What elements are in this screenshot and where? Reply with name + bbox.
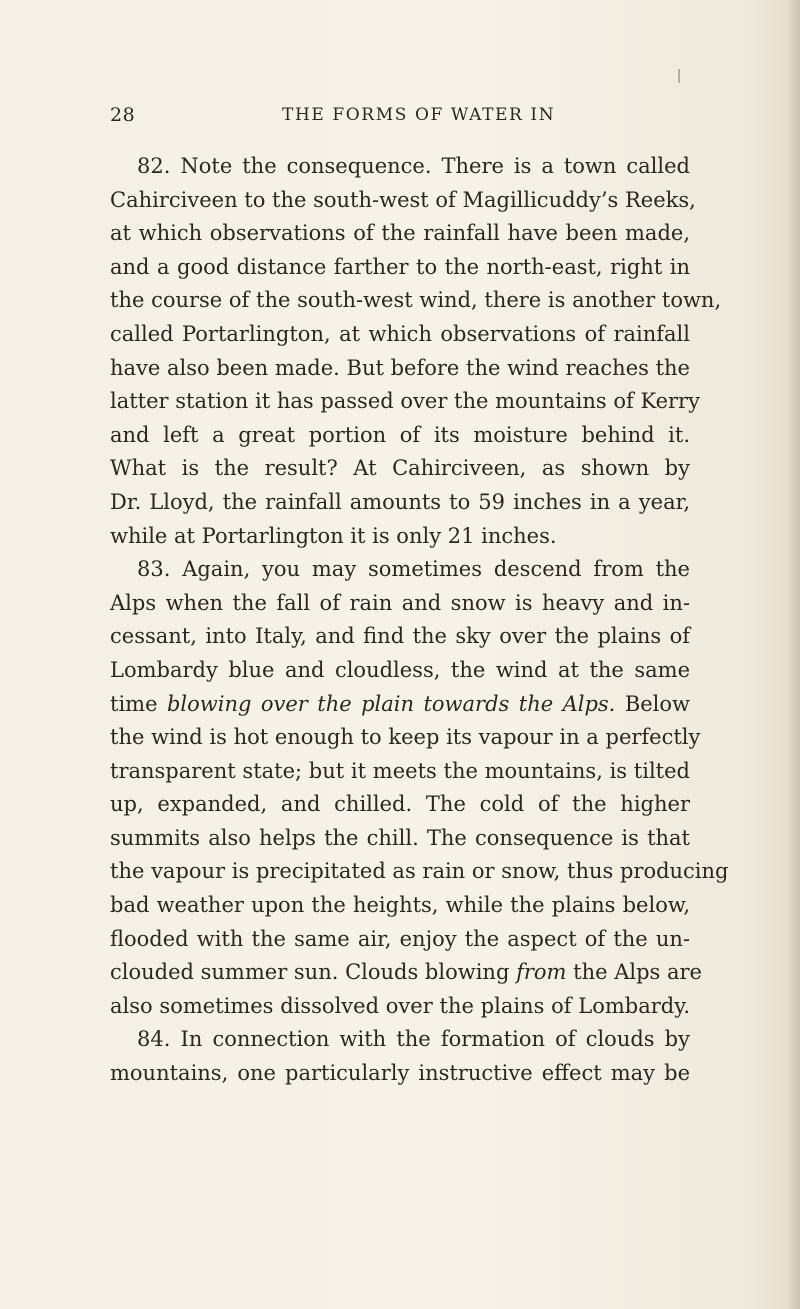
- page-number: 28: [110, 104, 136, 126]
- text-line: flooded with the same air, enjoy the aspect of the un-: [110, 926, 690, 951]
- text-line: called Portarlington, at which observations of rainfall: [110, 321, 690, 346]
- text-line: What is the result? At Cahirciveen, as shown by: [110, 456, 690, 481]
- text-line: Cahirciveen to the south-west of Magillicuddy’s Reeks,: [110, 187, 696, 212]
- text-line: Dr. Lloyd, the rainfall amounts to 59 inches in a year,: [110, 489, 690, 514]
- text-line: [110, 956, 702, 990]
- text-line: while at Portarlington it is only 21 inches.: [110, 523, 557, 548]
- text-line: 83. Again, you may sometimes descend from the: [137, 557, 690, 582]
- page-header: [110, 104, 690, 132]
- text-line: bad weather upon the heights, while the plains below,: [110, 893, 690, 918]
- text-line: have also been made. But before the wind reaches the: [110, 355, 690, 380]
- text-line: up, expanded, and chilled. The cold of the higher: [110, 792, 690, 817]
- text-line: transparent state; but it meets the mountains, is tilted: [110, 758, 690, 783]
- italic-phrase: from: [516, 960, 567, 985]
- italic-phrase: blowing over the plain towards the Alps.: [166, 691, 616, 716]
- page-edge-shadow: [786, 0, 800, 1309]
- text-line: the vapour is precipitated as rain or snow, thus producing: [110, 859, 729, 884]
- text-segment: clouded summer sun. Clouds blowing: [110, 960, 517, 985]
- text-line: at which observations of the rainfall have been made,: [110, 221, 690, 246]
- text-line: Alps when the fall of rain and snow is heavy and in-: [110, 590, 690, 615]
- text-segment: time: [110, 691, 167, 716]
- text-line: and a good distance farther to the north-east, right in: [110, 254, 690, 279]
- text-line: Lombardy blue and cloudless, the wind at the same: [110, 657, 690, 682]
- text-line: latter station it has passed over the mountains of Kerry: [110, 389, 700, 414]
- text-line: the course of the south-west wind, there is another town,: [110, 288, 722, 313]
- ink-mark: [678, 69, 680, 83]
- running-head: THE FORMS OF WATER IN: [282, 105, 556, 125]
- text-line: also sometimes dissolved over the plains of Lombardy.: [110, 993, 690, 1018]
- text-line: 82. Note the consequence. There is a town called: [137, 154, 690, 178]
- text-line: and left a great portion of its moisture behind it.: [110, 422, 690, 447]
- text-segment: the Alps are: [566, 960, 702, 985]
- text-line: mountains, one particularly instructive effect may be: [110, 1061, 690, 1086]
- text-line: cessant, into Italy, and find the sky over the plains of: [110, 624, 690, 649]
- text-segment: Below: [615, 691, 691, 716]
- text-line: 84. In connection with the formation of clouds by: [137, 1027, 690, 1052]
- body-text: [110, 150, 729, 1091]
- text-line: [110, 688, 690, 722]
- text-line: the wind is hot enough to keep its vapour in a perfectly: [110, 725, 701, 750]
- text-line: summits also helps the chill. The consequence is that: [110, 825, 690, 850]
